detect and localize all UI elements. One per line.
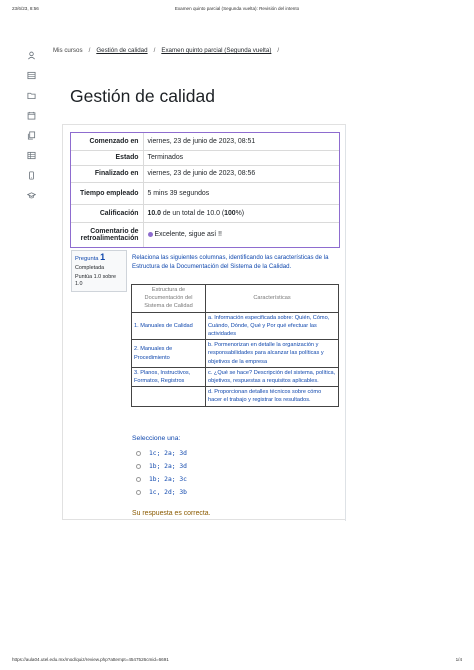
radio-button[interactable] bbox=[136, 490, 141, 495]
matching-header-characteristics: Características bbox=[206, 285, 339, 313]
answer-feedback: Su respuesta es correcta. bbox=[132, 510, 211, 517]
summary-value: viernes, 23 de junio de 2023, 08:56 bbox=[143, 165, 339, 182]
breadcrumb-separator: / bbox=[153, 47, 156, 54]
user-icon[interactable] bbox=[21, 45, 41, 65]
table-row bbox=[132, 387, 339, 406]
question-number-value: 1 bbox=[100, 252, 106, 262]
grade-score: 10.0 bbox=[147, 209, 161, 217]
answer-option[interactable] bbox=[132, 473, 187, 486]
question-info-box bbox=[71, 250, 127, 292]
summary-row-state bbox=[71, 150, 339, 165]
breadcrumb-my-courses[interactable]: Mis cursos bbox=[53, 47, 83, 54]
folder-icon[interactable] bbox=[21, 85, 41, 105]
table-cell bbox=[132, 387, 206, 406]
grade-percent-close: %) bbox=[235, 209, 245, 217]
summary-label: Estado bbox=[71, 150, 143, 165]
page-title: Gestión de calidad bbox=[70, 86, 215, 106]
summary-value bbox=[143, 222, 339, 247]
attempt-summary-table bbox=[70, 132, 340, 248]
answer-option-text: 1c, 2d; 3b bbox=[149, 489, 187, 496]
question-number bbox=[75, 253, 123, 264]
answer-option[interactable] bbox=[132, 460, 187, 473]
question-state: Completada bbox=[75, 265, 105, 271]
summary-row-feedback bbox=[71, 222, 339, 247]
print-datetime: 23/6/23, 8:56 bbox=[12, 6, 39, 11]
grid-icon[interactable] bbox=[21, 145, 41, 165]
phone-icon[interactable] bbox=[21, 165, 41, 185]
summary-value: Terminados bbox=[143, 150, 339, 165]
grades-icon[interactable] bbox=[21, 65, 41, 85]
table-cell: 2. Manuales de Procedimiento bbox=[132, 340, 206, 368]
answer-option[interactable] bbox=[132, 447, 187, 460]
breadcrumb-separator: / bbox=[88, 47, 91, 54]
table-cell: a. Información especificada sobre: Quién, Cómo, Cuándo, Dónde, Qué y Por qué efectuar las actividades bbox=[206, 312, 339, 340]
breadcrumb-course-link[interactable]: Gestión de calidad bbox=[96, 47, 148, 54]
grade-percent: 100 bbox=[224, 209, 236, 217]
summary-row-grade bbox=[71, 204, 339, 222]
print-url: https://aula04.utel.edu.mx/mod/quiz/review.php?attempt=4547526cmid=6691 bbox=[12, 657, 169, 662]
summary-label: Tiempo empleado bbox=[71, 182, 143, 204]
table-row bbox=[132, 312, 339, 340]
matching-table-header bbox=[132, 285, 339, 313]
question-label: Pregunta bbox=[75, 256, 99, 262]
grade-total: de un total de 10.0 ( bbox=[160, 209, 225, 217]
answer-option-text: 1b; 2a; 3c bbox=[149, 476, 187, 483]
nav-drawer bbox=[21, 45, 41, 205]
calendar-icon[interactable] bbox=[21, 105, 41, 125]
radio-button[interactable] bbox=[136, 477, 141, 482]
breadcrumb-separator: / bbox=[277, 47, 280, 54]
summary-row-started bbox=[71, 133, 339, 150]
table-cell: c. ¿Qué se hace? Descripción del sistema, política, objetivos, respuestas a requisitos aplicables. bbox=[206, 367, 339, 386]
answer-option-text: 1b; 2a; 3d bbox=[149, 463, 187, 470]
print-footer bbox=[0, 657, 474, 667]
summary-value bbox=[143, 204, 339, 222]
summary-label: Calificación bbox=[71, 204, 143, 222]
summary-row-time-taken bbox=[71, 182, 339, 204]
answer-option[interactable] bbox=[132, 486, 187, 499]
breadcrumb-quiz-link[interactable]: Examen quinto parcial (Segunda vuelta) bbox=[161, 47, 272, 54]
matching-header-structure: Estructura de Documentación del Sistema de Calidad bbox=[132, 285, 206, 313]
summary-label: Comenzado en bbox=[71, 133, 143, 150]
matching-table bbox=[131, 284, 339, 407]
print-page-number: 1/4 bbox=[455, 657, 462, 662]
table-cell: d. Proporcionan detalles técnicos sobre cómo hacer el trabajo y registrar los resultados. bbox=[206, 387, 339, 406]
select-one-label: Seleccione una: bbox=[132, 435, 181, 442]
radio-button[interactable] bbox=[136, 464, 141, 469]
question-text: Relaciona las siguientes columnas, identificando las características de la Estructura de la Documentación del Sistema de la Calidad. bbox=[132, 254, 329, 270]
answer-options bbox=[132, 447, 187, 499]
table-row bbox=[132, 340, 339, 368]
print-title: Examen quinto parcial (Segunda vuelta): Revisión del intento bbox=[174, 6, 300, 11]
summary-value: viernes, 23 de junio de 2023, 08:51 bbox=[143, 133, 339, 150]
summary-label: Finalizado en bbox=[71, 165, 143, 182]
table-row bbox=[132, 367, 339, 386]
answer-option-text: 1c; 2a; 3d bbox=[149, 450, 187, 457]
breadcrumb bbox=[53, 47, 285, 54]
summary-row-finished bbox=[71, 165, 339, 182]
overall-feedback-text: Excelente, sigue así !! bbox=[154, 231, 222, 239]
smiley-icon bbox=[148, 232, 153, 237]
summary-label: Comentario de retroalimentación bbox=[80, 227, 139, 242]
radio-button[interactable] bbox=[136, 451, 141, 456]
table-cell: b. Pormenorizan en detalle la organización y responsabilidades para alcanzar las políticas y objetivos de la empresa bbox=[206, 340, 339, 368]
table-cell: 1. Manuales de Calidad bbox=[132, 312, 206, 340]
print-header bbox=[0, 6, 474, 16]
summary-value: 5 mins 39 segundos bbox=[143, 182, 339, 204]
graduation-cap-icon[interactable] bbox=[21, 185, 41, 205]
quiz-review-card bbox=[62, 124, 346, 520]
table-cell: 3. Planos, Instructivos, Formatos, Registros bbox=[132, 367, 206, 386]
question-grade: Puntúa 1.0 sobre 1.0 bbox=[75, 274, 117, 287]
files-icon[interactable] bbox=[21, 125, 41, 145]
